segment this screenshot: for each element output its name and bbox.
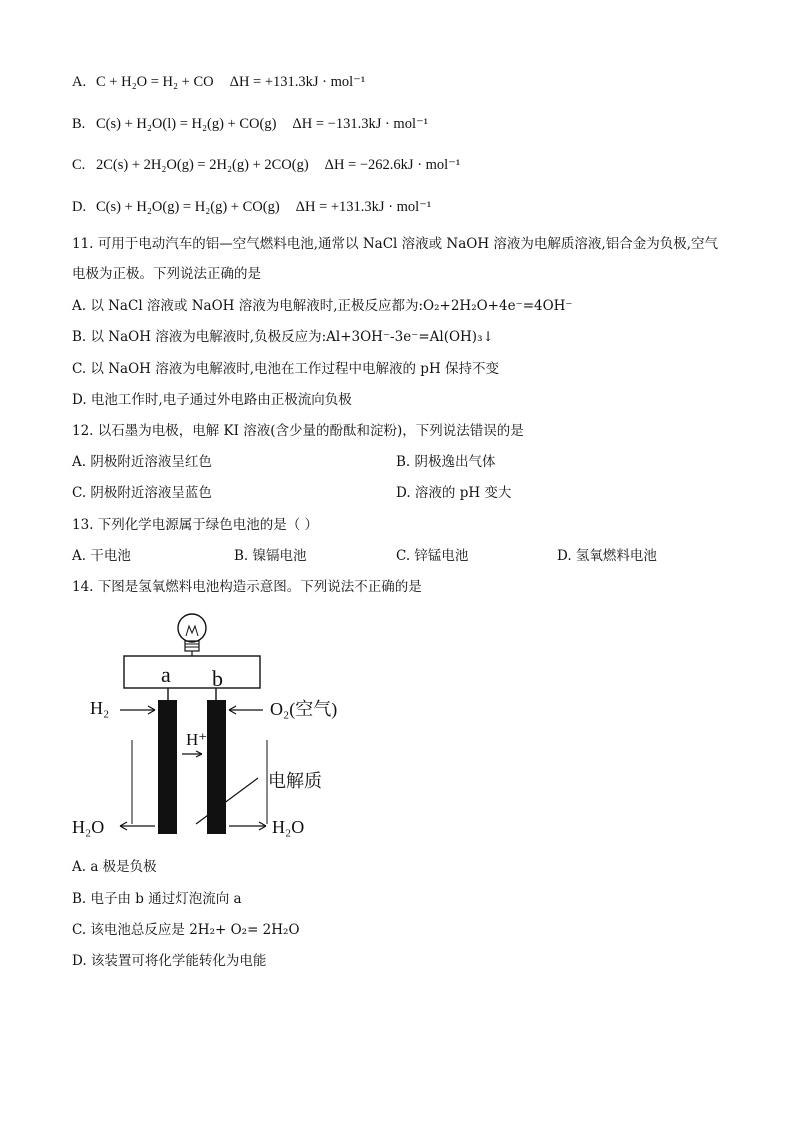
q12-option-d: D. 溶液的 pH 变大 bbox=[396, 485, 512, 501]
equation-option-a bbox=[72, 73, 365, 91]
equation-text: C + H₂O = H₂ + CO bbox=[96, 74, 214, 90]
q13-option-b: B. 镍镉电池 bbox=[234, 548, 307, 564]
electrode-a bbox=[158, 700, 177, 834]
label-a: a bbox=[161, 662, 171, 687]
q13-stem: 13. 下列化学电源属于绿色电池的是（ ） bbox=[72, 517, 319, 533]
q11-option-a: A. 以 NaCl 溶液或 NaOH 溶液为电解液时,正极反应都为:O₂+2H₂O+4e⁻=4OH⁻ bbox=[72, 298, 573, 314]
equation-text: C(s) + H₂O(g) = H₂(g) + CO(g) bbox=[96, 199, 280, 215]
q14-stem: 14. 下图是氢氧燃料电池构造示意图。下列说法不正确的是 bbox=[72, 579, 422, 595]
q12-option-c: C. 阴极附近溶液呈蓝色 bbox=[72, 485, 212, 501]
option-label: D. bbox=[72, 199, 87, 215]
label-h2o-right: H₂O bbox=[272, 817, 305, 837]
equation-text: C(s) + H₂O(l) = H₂(g) + CO(g) bbox=[96, 116, 277, 132]
equation-option-b bbox=[72, 115, 428, 133]
external-circuit bbox=[124, 656, 260, 688]
q11-option-d: D. 电池工作时,电子通过外电路由正极流向负极 bbox=[72, 392, 352, 408]
q11-option-c: C. 以 NaOH 溶液为电解液时,电池在工作过程中电解液的 pH 保持不变 bbox=[72, 361, 500, 377]
q11-stem-line1: 11. 可用于电动汽车的铝—空气燃料电池,通常以 NaCl 溶液或 NaOH 溶液为电解质溶液,铝合金为负极,空气 bbox=[72, 236, 719, 252]
option-label: A. bbox=[72, 74, 87, 90]
q13-option-d: D. 氢氧燃料电池 bbox=[557, 548, 657, 564]
label-electrolyte: 电解质 bbox=[268, 771, 322, 791]
q14-option-d: D. 该装置可将化学能转化为电能 bbox=[72, 953, 267, 969]
equation-option-c bbox=[72, 156, 460, 174]
option-label: B. bbox=[72, 116, 86, 132]
q12-option-b: B. 阴极逸出气体 bbox=[396, 454, 496, 470]
equation-text: 2C(s) + 2H₂O(g) = 2H₂(g) + 2CO(g) bbox=[96, 157, 309, 173]
q11-option-b: B. 以 NaOH 溶液为电解液时,负极反应为:Al+3OH⁻-3e⁻=Al(OH)₃↓ bbox=[72, 329, 494, 345]
q14-option-c: C. 该电池总反应是 2H₂+ O₂= 2H₂O bbox=[72, 922, 300, 938]
enthalpy-text: ΔH = +131.3kJ · mol⁻¹ bbox=[229, 74, 366, 90]
q14-option-b: B. 电子由 b 通过灯泡流向 a bbox=[72, 891, 242, 907]
q11-stem-line2: 电极为正极。下列说法正确的是 bbox=[72, 266, 261, 282]
q14-option-a: A. a 极是负极 bbox=[72, 859, 157, 875]
fuel-cell-diagram bbox=[60, 606, 380, 846]
enthalpy-text: ΔH = −131.3kJ · mol⁻¹ bbox=[292, 116, 428, 132]
label-h2o-left: H₂O bbox=[72, 817, 105, 837]
label-h-ion: H⁺ bbox=[186, 730, 208, 749]
enthalpy-text: ΔH = +131.3kJ · mol⁻¹ bbox=[295, 199, 432, 215]
option-label: C. bbox=[72, 157, 86, 173]
equation-option-d bbox=[72, 198, 431, 216]
q12-option-a: A. 阴极附近溶液呈红色 bbox=[72, 454, 212, 470]
light-bulb-icon bbox=[178, 614, 206, 656]
label-b: b bbox=[212, 666, 223, 691]
q13-option-a: A. 干电池 bbox=[72, 548, 131, 564]
q13-option-c: C. 锌锰电池 bbox=[396, 548, 469, 564]
q12-stem: 12. 以石墨为电极，电解 KI 溶液(含少量的酚酞和淀粉)，下列说法错误的是 bbox=[72, 423, 524, 439]
label-o2-in: O₂(空气) bbox=[270, 699, 338, 719]
label-h2-in: H₂ bbox=[90, 698, 110, 718]
enthalpy-text: ΔH = −262.6kJ · mol⁻¹ bbox=[324, 157, 461, 173]
